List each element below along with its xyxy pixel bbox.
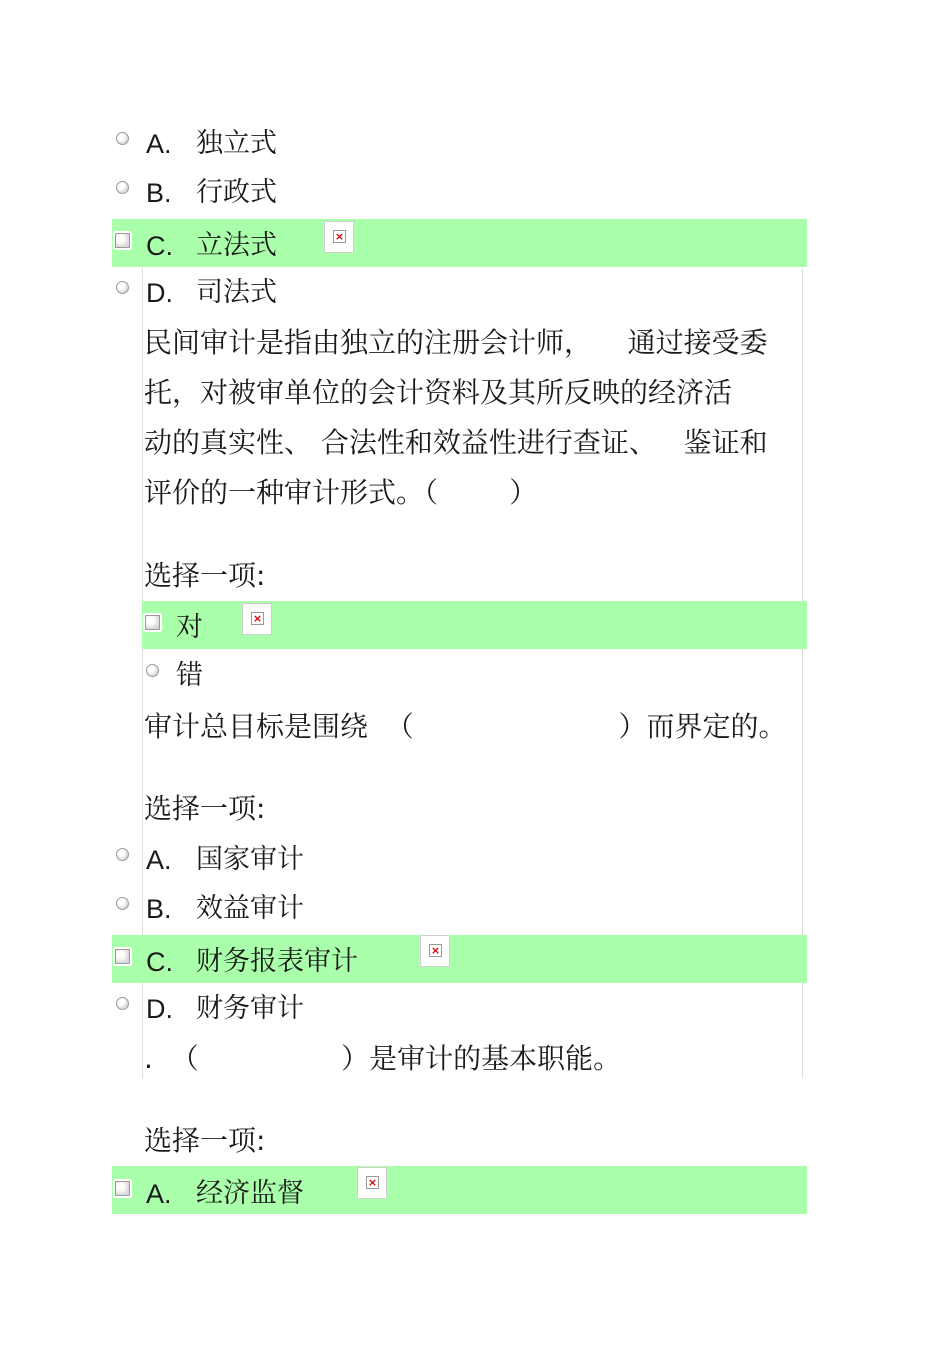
radio-button-icon[interactable] — [116, 897, 129, 910]
radio-button-icon[interactable] — [116, 132, 129, 145]
broken-image-icon: × — [242, 603, 272, 635]
q3-prompt: 选择一项: — [144, 792, 266, 825]
q1-option-c[interactable] — [112, 224, 812, 268]
broken-image-icon: × — [357, 1167, 387, 1199]
q1-option-d[interactable] — [112, 271, 812, 315]
q2-stem-line-2: 托，对被审单位的会计资料及其所反映的经济活 — [144, 376, 733, 409]
broken-image-icon: × — [324, 221, 354, 253]
q3-option-b[interactable] — [112, 887, 812, 931]
q4-stem: . （ ）是审计的基本职能。 — [144, 1042, 622, 1075]
q3-option-c[interactable] — [112, 940, 812, 984]
option-letter: D. — [146, 278, 173, 308]
option-letter: A. — [146, 1179, 172, 1209]
option-letter: C. — [146, 231, 173, 261]
option-text: 行政式 — [196, 177, 277, 208]
option-letter: B. — [146, 178, 172, 208]
radio-button-icon[interactable] — [116, 997, 129, 1010]
q2-stem-line-3: 动的真实性、 合法性和效益性进行查证、 鉴证和 — [144, 426, 768, 459]
option-text: 司法式 — [196, 277, 277, 308]
option-letter: D. — [146, 994, 173, 1024]
q1-option-a[interactable] — [112, 122, 812, 166]
option-letter: A. — [146, 845, 172, 875]
broken-image-icon: × — [420, 935, 450, 967]
radio-button-icon[interactable] — [116, 181, 129, 194]
q3-stem: 审计总目标是围绕 （ ）而界定的。 — [144, 710, 787, 743]
q2-prompt: 选择一项: — [144, 559, 266, 592]
radio-button-icon[interactable] — [146, 664, 159, 677]
q2-stem-line-1: 民间审计是指由独立的注册会计师， 通过接受委 — [144, 326, 768, 359]
option-text: 财务报表审计 — [196, 946, 358, 977]
q2-stem-line-4: 评价的一种审计形式。（ ） — [144, 476, 538, 509]
option-text: 效益审计 — [196, 893, 304, 924]
option-text: 错 — [176, 660, 203, 691]
radio-button-icon[interactable] — [116, 848, 129, 861]
q3-option-a[interactable] — [112, 838, 812, 882]
option-letter: B. — [146, 894, 172, 924]
radio-button-icon[interactable] — [115, 1181, 130, 1196]
q4-prompt: 选择一项: — [144, 1124, 266, 1157]
q4-option-a[interactable] — [112, 1172, 812, 1216]
option-letter: A. — [146, 129, 172, 159]
option-text: 经济监督 — [196, 1178, 304, 1209]
q1-option-b[interactable] — [112, 171, 812, 215]
option-text: 独立式 — [196, 128, 277, 159]
option-letter: C. — [146, 947, 173, 977]
option-text: 国家审计 — [196, 844, 304, 875]
radio-button-icon[interactable] — [145, 615, 160, 630]
option-text: 对 — [176, 612, 203, 643]
option-text: 立法式 — [196, 230, 277, 261]
q3-option-d[interactable] — [112, 987, 812, 1031]
radio-button-icon[interactable] — [116, 281, 129, 294]
radio-button-icon[interactable] — [115, 233, 130, 248]
option-text: 财务审计 — [196, 993, 304, 1024]
radio-button-icon[interactable] — [115, 949, 130, 964]
q2-option-false[interactable] — [142, 654, 842, 698]
